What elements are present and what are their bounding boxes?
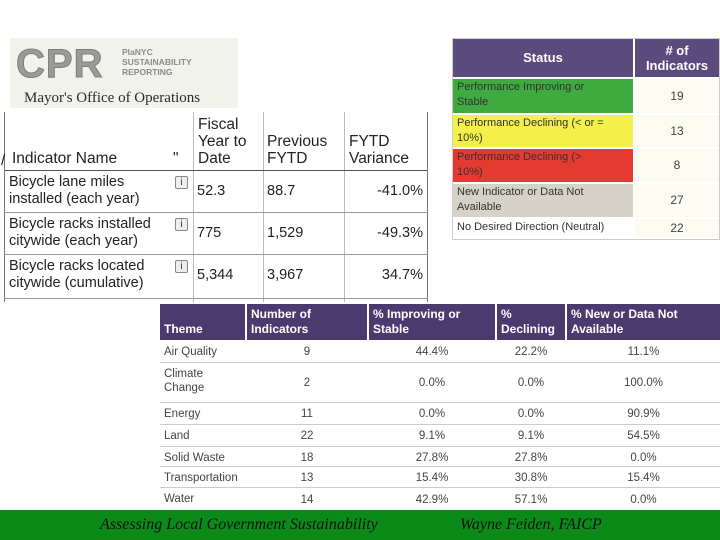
variance-value: 34.7%	[381, 267, 423, 283]
theme-new-value: 100.0%	[623, 377, 663, 389]
theme-improving-value: 0.0%	[418, 408, 446, 420]
fiscal-ytd-value: 775	[197, 225, 222, 241]
status-count: 22	[635, 219, 719, 237]
theme-number-value: 14	[300, 493, 314, 506]
theme-improving-value: 15.4%	[415, 472, 449, 484]
info-icon[interactable]: i	[175, 176, 188, 189]
status-row	[453, 149, 719, 182]
fiscal-ytd-value: 52.3	[197, 183, 226, 199]
theme-declining-value: 22.2%	[514, 346, 548, 358]
status-label: New Indicator or Data Not Available	[453, 184, 633, 217]
theme-name: Land	[164, 430, 190, 442]
status-label: Performance Improving or Stable	[453, 79, 633, 113]
status-count: 19	[635, 79, 719, 113]
footer-bar	[0, 510, 720, 540]
header-fiscal-year-to-date: Fiscal Year to Date	[198, 116, 247, 167]
info-icon[interactable]: i	[175, 218, 188, 231]
theme-new-value: 0.0%	[630, 452, 657, 464]
logo-office-name: Mayor's Office of Operations	[24, 90, 201, 106]
status-header: Status	[453, 39, 633, 77]
header-indicator-name: Indicator Name	[12, 150, 118, 167]
row-divider	[5, 254, 427, 255]
header-number-of-indicators: Number of Indicators	[247, 304, 367, 340]
indicator-name: Bicycle racks located citywide (cumulative)	[9, 258, 145, 291]
table-row	[160, 448, 720, 467]
theme-new-value: 11.1%	[627, 346, 660, 358]
theme-improving-value: 0.0%	[418, 377, 446, 389]
row-divider	[5, 298, 427, 299]
previous-fytd-value: 3,967	[267, 267, 304, 283]
theme-declining-value: 30.8%	[514, 472, 548, 484]
logo-cpr-text: CPR	[16, 42, 104, 86]
column-divider	[193, 112, 194, 302]
theme-new-value: 15.4%	[627, 472, 660, 484]
theme-table	[160, 304, 720, 510]
status-count: 27	[635, 184, 719, 217]
theme-improving-value: 9.1%	[418, 430, 446, 442]
table-row	[160, 404, 720, 425]
theme-name: Air Quality	[164, 346, 218, 358]
theme-declining-value: 9.1%	[517, 430, 545, 442]
status-row	[453, 115, 719, 147]
left-marker: /	[1, 152, 6, 169]
theme-declining-value: 0.0%	[517, 377, 545, 389]
theme-name: Energy	[164, 408, 201, 420]
status-label: Performance Declining (> 10%)	[453, 149, 633, 182]
row-divider	[5, 212, 427, 213]
theme-number-value: 13	[300, 472, 314, 484]
header-previous-fytd: Previous FYTD	[267, 133, 328, 167]
header-theme: Theme	[160, 304, 245, 340]
header-new-or-not-available: % New or Data Not Available	[567, 304, 720, 340]
header-marker: "	[173, 150, 179, 167]
status-row	[453, 79, 719, 113]
table-row	[160, 468, 720, 488]
table-row	[160, 342, 720, 363]
theme-name: Transportation	[164, 472, 238, 484]
header-declining: % Declining	[497, 304, 565, 340]
fiscal-ytd-value: 5,344	[197, 267, 234, 283]
theme-name: Water	[164, 493, 195, 505]
indicator-name: Bicycle racks installed citywide (each year)	[9, 216, 151, 249]
header-rule	[5, 170, 427, 171]
column-divider	[263, 112, 264, 302]
info-icon[interactable]: i	[175, 260, 188, 273]
status-row	[453, 184, 719, 217]
theme-name: Solid Waste	[164, 452, 225, 464]
cpr-logo	[10, 38, 238, 108]
variance-value: -41.0%	[377, 183, 423, 199]
indicator-table	[1, 112, 428, 302]
theme-new-value: 90.9%	[627, 408, 660, 420]
logo-subtitle: PlaNYC SUSTAINABILITY REPORTING	[122, 47, 192, 77]
theme-name: Climate Change	[164, 368, 205, 394]
theme-improving-value: 44.4%	[415, 346, 449, 358]
status-legend-table	[452, 38, 720, 240]
theme-improving-value: 27.8%	[415, 452, 449, 464]
status-count: 13	[635, 115, 719, 147]
theme-declining-value: 0.0%	[517, 408, 545, 420]
header-improving: % Improving or Stable	[369, 304, 495, 340]
footer-title: Assessing Local Government Sustainability	[100, 516, 378, 533]
count-header: # of Indicators	[635, 39, 719, 77]
status-count: 8	[635, 149, 719, 182]
previous-fytd-value: 88.7	[267, 183, 296, 199]
table-row	[160, 489, 720, 511]
previous-fytd-value: 1,529	[267, 225, 304, 241]
status-label: Performance Declining (< or = 10%)	[453, 115, 633, 147]
theme-number-value: 9	[303, 346, 311, 358]
table-row	[160, 364, 720, 403]
theme-number-value: 22	[300, 430, 314, 442]
theme-number-value: 18	[300, 452, 314, 464]
theme-declining-value: 27.8%	[514, 452, 548, 464]
status-label: No Desired Direction (Neutral)	[453, 219, 633, 237]
theme-declining-value: 57.1%	[514, 493, 548, 506]
table-row	[160, 426, 720, 447]
header-fytd-variance: FYTD Variance	[349, 133, 410, 167]
theme-number-value: 2	[303, 377, 311, 389]
theme-improving-value: 42.9%	[415, 493, 449, 506]
indicator-name: Bicycle lane miles installed (each year)	[9, 174, 140, 207]
theme-new-value: 0.0%	[630, 493, 657, 506]
theme-new-value: 54.5%	[627, 430, 660, 442]
variance-value: -49.3%	[377, 225, 423, 241]
status-row	[453, 219, 719, 237]
footer-author: Wayne Feiden, FAICP	[460, 516, 602, 533]
theme-number-value: 11	[301, 408, 313, 420]
